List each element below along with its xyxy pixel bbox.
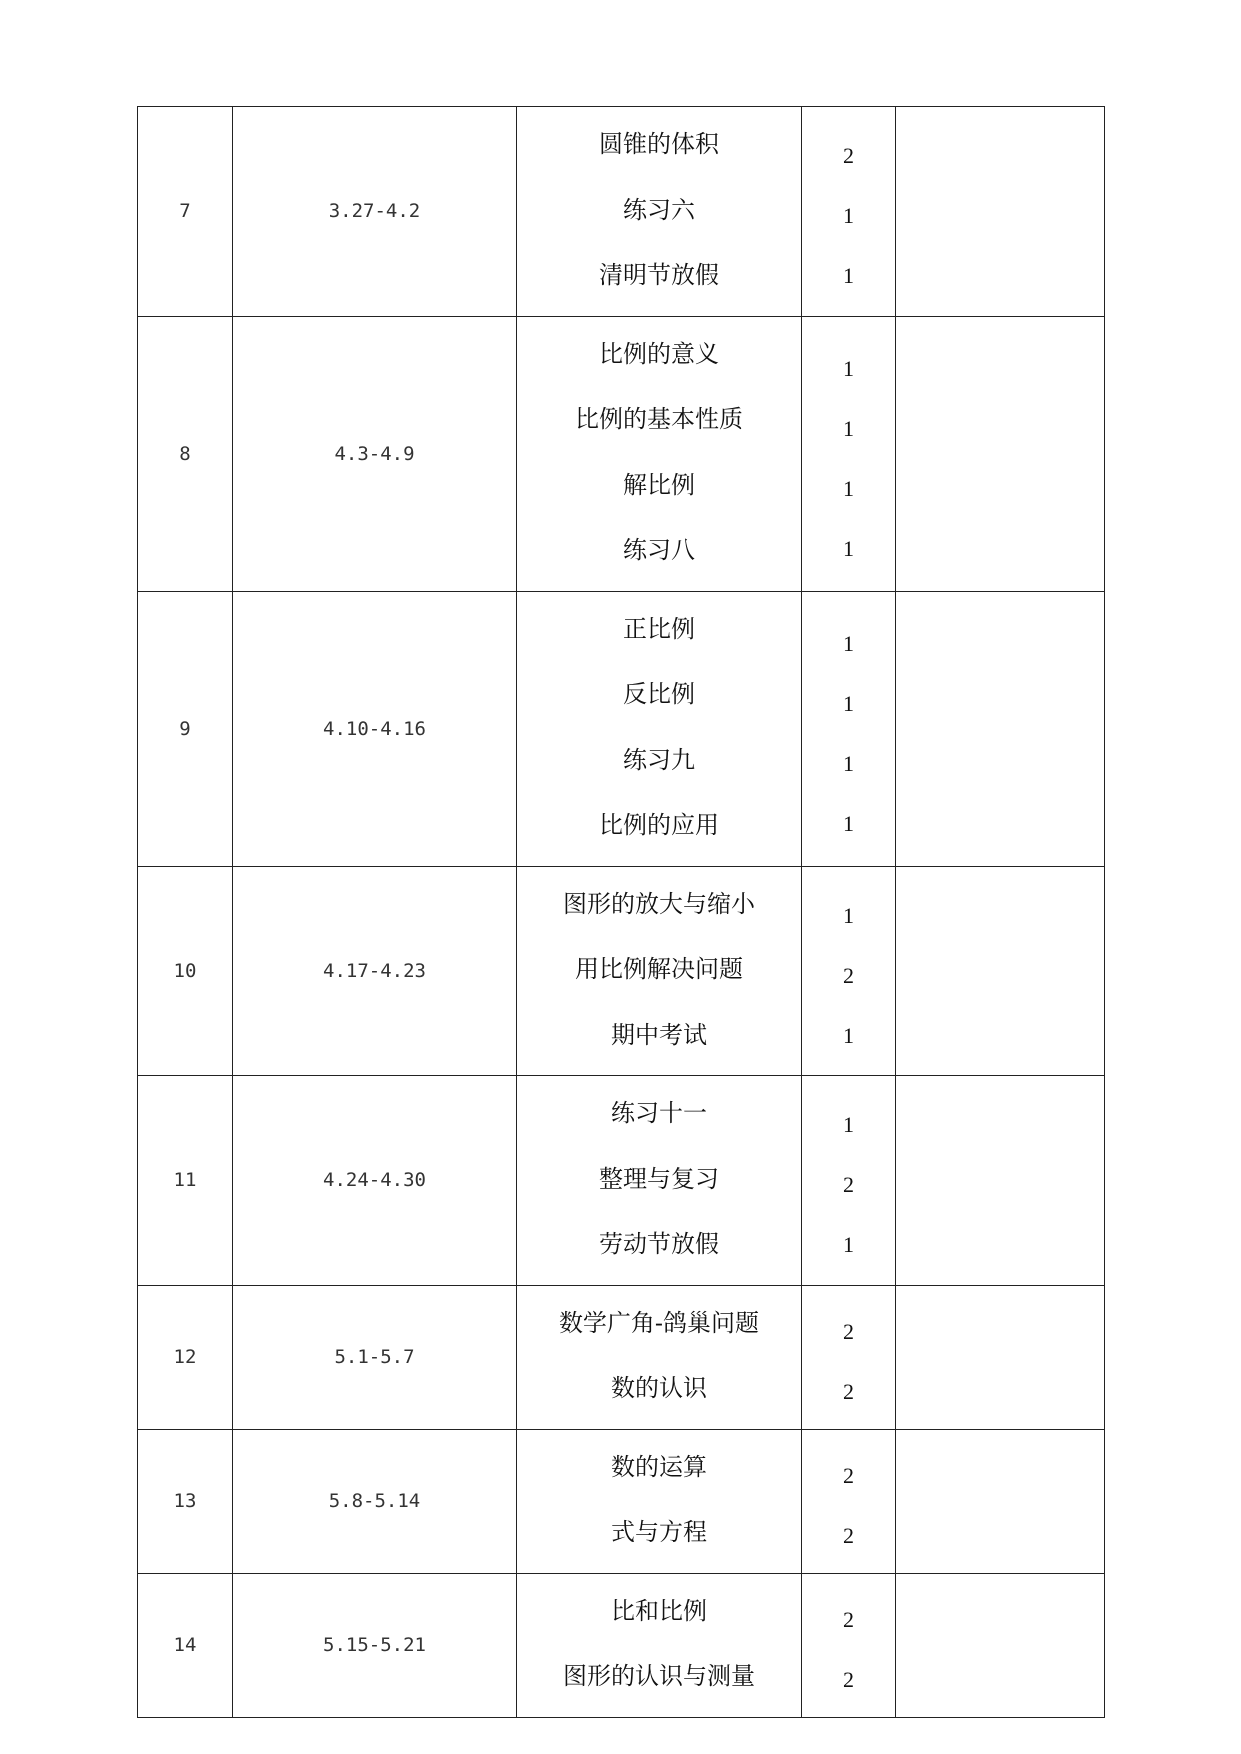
remarks-cell (896, 1076, 1105, 1286)
week-number-cell: 9 (138, 591, 233, 866)
class-hours-cell (802, 1573, 896, 1717)
lesson-hours: 1 (843, 203, 854, 229)
week-number-cell: 14 (138, 1573, 233, 1717)
table-row (138, 1285, 1105, 1429)
date-range-cell: 5.1-5.7 (233, 1285, 517, 1429)
class-hours-cell (802, 1076, 896, 1286)
class-hours-cell (802, 591, 896, 866)
week-number-cell: 7 (138, 107, 233, 317)
lesson-title: 比例的基本性质 (575, 405, 743, 433)
week-number-cell: 11 (138, 1076, 233, 1286)
lesson-content-cell (517, 1429, 802, 1573)
lesson-content-cell (517, 1285, 802, 1429)
lesson-title: 练习十一 (611, 1099, 707, 1127)
lesson-hours: 2 (843, 1607, 854, 1632)
week-number-cell: 8 (138, 316, 233, 591)
class-hours-cell (802, 866, 896, 1076)
lesson-hours: 1 (843, 355, 854, 381)
date-range-cell: 4.17-4.23 (233, 866, 517, 1076)
hours-list (802, 875, 895, 1067)
remarks-cell (896, 591, 1105, 866)
lesson-list (517, 1286, 801, 1429)
lesson-content-cell (517, 1076, 802, 1286)
remarks-cell (896, 1573, 1105, 1717)
lesson-hours: 2 (843, 1523, 854, 1548)
lesson-title: 用比例解决问题 (575, 955, 743, 983)
date-range-cell: 5.8-5.14 (233, 1429, 517, 1573)
table-row (138, 866, 1105, 1076)
lesson-title: 练习六 (623, 195, 695, 224)
hours-list (802, 1579, 895, 1711)
lesson-hours: 1 (843, 475, 854, 501)
remarks-cell (896, 1429, 1105, 1573)
lesson-hours: 1 (843, 630, 854, 656)
lesson-title: 反比例 (623, 680, 695, 708)
lesson-title: 正比例 (623, 614, 695, 643)
lesson-content-cell (517, 591, 802, 866)
lesson-list (517, 1076, 801, 1285)
lesson-hours: 2 (843, 1172, 854, 1198)
lesson-hours: 1 (843, 810, 854, 836)
lesson-title: 练习九 (623, 745, 695, 774)
lesson-title: 数的认识 (611, 1374, 707, 1402)
week-number-cell: 13 (138, 1429, 233, 1573)
lesson-title: 图形的放大与缩小 (563, 889, 755, 918)
lesson-hours: 1 (843, 750, 854, 776)
lesson-content-cell (517, 1573, 802, 1717)
hours-list (802, 1435, 895, 1567)
class-hours-cell (802, 1285, 896, 1429)
lesson-content-cell (517, 866, 802, 1076)
lesson-title: 数学广角-鸽巢问题 (558, 1308, 760, 1337)
table-row (138, 1573, 1105, 1717)
table-row (138, 591, 1105, 866)
lesson-title: 式与方程 (611, 1518, 707, 1546)
lesson-hours: 1 (843, 1022, 854, 1048)
lesson-title: 整理与复习 (599, 1164, 719, 1193)
teaching-schedule-table (137, 106, 1105, 1718)
lesson-hours: 2 (843, 1379, 854, 1404)
remarks-cell (896, 1285, 1105, 1429)
hours-list (802, 1084, 895, 1276)
lesson-title: 图形的认识与测量 (563, 1662, 755, 1690)
date-range-cell: 3.27-4.2 (233, 107, 517, 317)
date-range-cell: 4.10-4.16 (233, 591, 517, 866)
date-range-cell: 5.15-5.21 (233, 1573, 517, 1717)
schedule-body (138, 107, 1105, 1718)
week-number-cell: 12 (138, 1285, 233, 1429)
lesson-hours: 1 (843, 690, 854, 716)
lesson-content-cell (517, 316, 802, 591)
lesson-hours: 1 (843, 263, 854, 289)
class-hours-cell (802, 316, 896, 591)
lesson-list (517, 1430, 801, 1573)
lesson-title: 数的运算 (611, 1452, 707, 1481)
lesson-hours: 2 (843, 962, 854, 988)
lesson-hours: 1 (843, 1232, 854, 1258)
lesson-list (517, 317, 801, 591)
remarks-cell (896, 866, 1105, 1076)
lesson-hours: 1 (843, 1112, 854, 1138)
date-range-cell: 4.3-4.9 (233, 316, 517, 591)
lesson-content-cell (517, 107, 802, 317)
hours-list (802, 603, 895, 855)
lesson-title: 比例的应用 (599, 811, 719, 839)
table-row (138, 1076, 1105, 1286)
lesson-hours: 2 (843, 143, 854, 169)
class-hours-cell (802, 107, 896, 317)
lesson-list (517, 107, 801, 316)
lesson-hours: 2 (843, 1667, 854, 1692)
table-row (138, 107, 1105, 317)
class-hours-cell (802, 1429, 896, 1573)
lesson-title: 期中考试 (611, 1020, 707, 1049)
lesson-hours: 1 (843, 535, 854, 561)
lesson-title: 练习八 (623, 536, 695, 564)
lesson-list (517, 867, 801, 1076)
week-number-cell: 10 (138, 866, 233, 1076)
table-row (138, 316, 1105, 591)
hours-list (802, 115, 895, 307)
lesson-hours: 1 (843, 902, 854, 928)
lesson-title: 比和比例 (611, 1596, 707, 1625)
lesson-title: 解比例 (623, 470, 695, 499)
lesson-title: 圆锥的体积 (599, 130, 719, 158)
lesson-hours: 2 (843, 1463, 854, 1488)
lesson-list (517, 1574, 801, 1717)
hours-list (802, 1291, 895, 1423)
lesson-title: 清明节放假 (599, 261, 719, 289)
remarks-cell (896, 316, 1105, 591)
date-range-cell: 4.24-4.30 (233, 1076, 517, 1286)
lesson-title: 劳动节放假 (599, 1230, 719, 1258)
lesson-title: 比例的意义 (599, 339, 719, 368)
remarks-cell (896, 107, 1105, 317)
lesson-hours: 1 (843, 415, 854, 441)
table-row (138, 1429, 1105, 1573)
lesson-hours: 2 (843, 1319, 854, 1344)
hours-list (802, 328, 895, 580)
lesson-list (517, 592, 801, 866)
